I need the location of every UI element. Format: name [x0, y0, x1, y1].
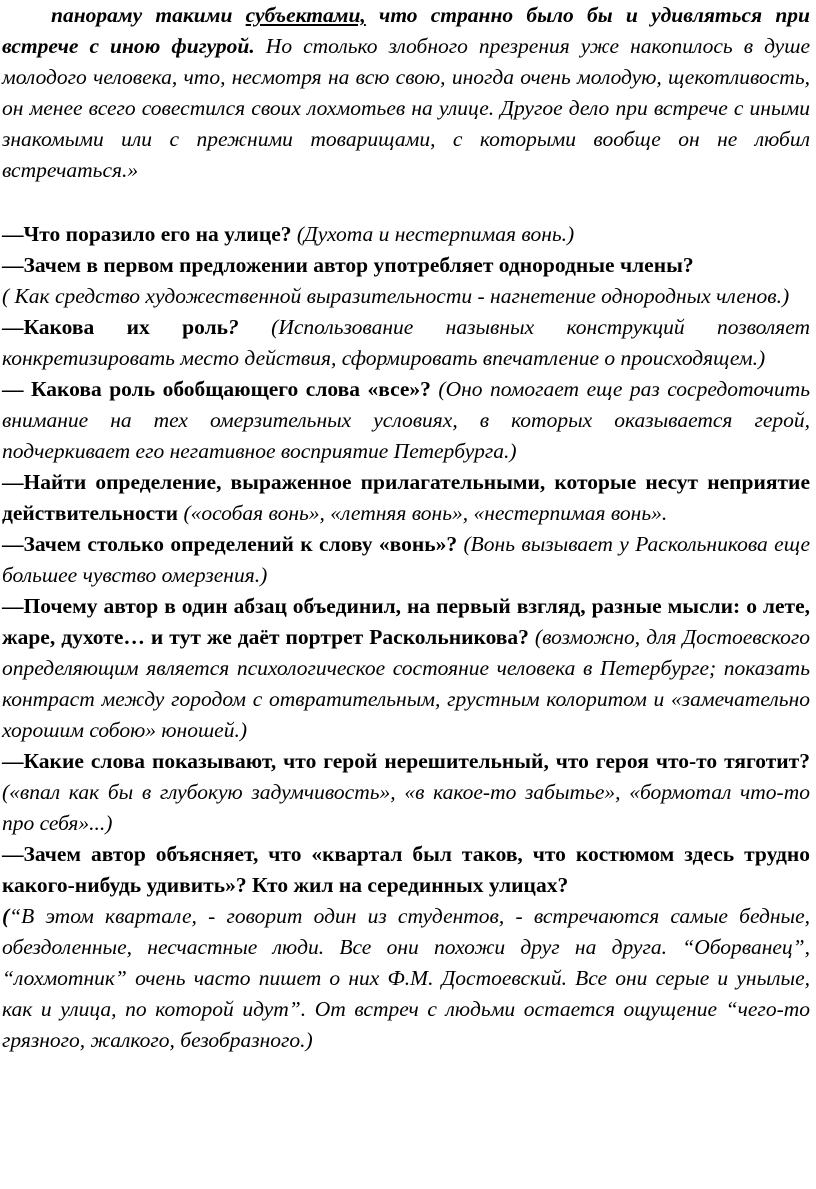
question: Зачем в первом предложении автор употребляет однородные члены? [23, 253, 694, 277]
question: Зачем столько определений к слову «вонь»? [23, 532, 458, 556]
answer: (Духота и нестерпимая вонь.) [296, 222, 575, 246]
qa-item-6 [2, 529, 810, 591]
paragraph-gap [2, 186, 810, 219]
answer: ( Как средство художественной выразительности - нагнетение однородных членов.) [2, 284, 790, 308]
answer: («особая вонь», «летняя вонь», «нестерпимая вонь». [178, 501, 668, 525]
intro-paragraph [2, 0, 810, 186]
dash: — [2, 470, 24, 494]
qa-item-7 [2, 591, 810, 746]
intro-bold-end: что странно было бы и удивляться при встрече с иною фигурой. [2, 3, 810, 58]
dash: — [2, 377, 31, 401]
qa-item-1 [2, 219, 810, 250]
intro-bold-start: панораму такими [51, 3, 246, 27]
dash: — [2, 749, 24, 773]
answer-open-paren: ( [2, 904, 10, 928]
qa-item-2 [2, 250, 810, 312]
answer: “В этом квартале, - говорит один из студентов, - встречаются самые бедные, обездоленные, несчастные люди. Все они похожи друг на друга. “Оборванец”, “лохмотник” очень часто пишет о них Ф.М. Достоевский. Все они серые и унылые, как и улица, по которой идут”. От встреч с людьми остается ощущение “чего-то грязного, жалкого, безобразного.) [2, 904, 810, 1052]
question: Какие слова показывают, что герой нерешительный, что героя что-то тяготит? [23, 749, 810, 773]
question: Найти определение, выраженное прилагательными, которые несут неприятие действительности [2, 470, 810, 525]
intro-underlined-word: субъектами, [245, 3, 366, 27]
dash: — [2, 842, 24, 866]
answer: (Вонь вызывает у Раскольникова еще большее чувство омерзения.) [2, 532, 811, 587]
question: Какова их роль [23, 315, 229, 339]
question: Что поразило его на улице? [23, 222, 297, 246]
question: Почему автор в один абзац объединил, на первый взгляд, разные мысли: о лете, жаре, духоте… и тут же даёт портрет Раскольникова? [2, 594, 810, 649]
dash: — [2, 253, 24, 277]
qa-item-9 [2, 839, 810, 1056]
qa-item-3 [2, 312, 810, 374]
dash: — [2, 594, 24, 618]
answer: («впал как бы в глубокую задумчивость», «в какое-то забытье», «бормотал что-то про себя»...) [2, 780, 810, 835]
qa-item-4 [2, 374, 810, 467]
answer: (Оно помогает еще раз сосредоточить внимание на тех омерзительных условиях, в которых оказывается герой, подчеркивает его негативное восприятие Петербурга.) [2, 377, 811, 463]
answer: (возможно, для Достоевского определяющим является психологическое состояние человека в Петербурге; показать контраст между городом с отвратительным, грустным колоритом и «замечательно хорошим собою» юношей.) [2, 625, 810, 742]
question: Зачем автор объясняет, что «квартал был таков, что костюмом здесь трудно какого-нибудь удивить»? Кто жил на серединных улицах? [2, 842, 810, 897]
dash: — [2, 222, 24, 246]
dash: — [2, 532, 24, 556]
question: Какова роль обобщающего слова «все»? [31, 377, 431, 401]
question-mark: ? [228, 315, 239, 339]
answer: (Использование назывных конструкций позволяет конкретизировать место действия, сформировать впечатление о происходящем.) [2, 315, 810, 370]
qa-item-5 [2, 467, 810, 529]
dash: — [2, 315, 24, 339]
intro-italic-text: Но столько злобного презрения уже накопилось в душе молодого человека, что, несмотря на всю свою, иногда очень молодую, щекотливость, он менее всего совестился своих лохмотьев на улице. Другое дело при встрече с иными знакомыми или с прежними товарищами, с которыми вообще он не любил встречаться.» [2, 34, 810, 182]
qa-item-8 [2, 746, 810, 839]
